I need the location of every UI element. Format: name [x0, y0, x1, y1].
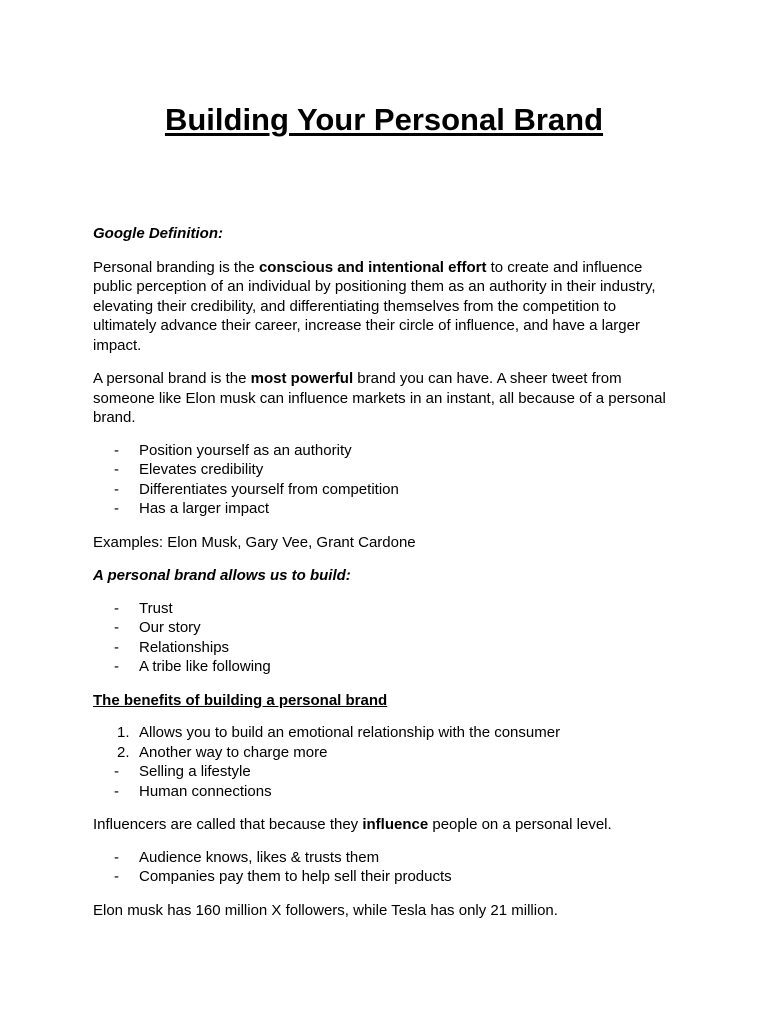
- list-item-text: Audience knows, likes & trusts them: [139, 848, 380, 866]
- list-marker: -: [114, 868, 119, 885]
- list-item-text: Selling a lifestyle: [139, 763, 251, 780]
- list-item: [93, 499, 683, 519]
- powerful-brand-paragraph: [93, 369, 683, 428]
- list-marker: -: [114, 638, 119, 656]
- list-item: [93, 743, 683, 763]
- authority-list: [93, 441, 683, 519]
- build-list: [93, 599, 683, 677]
- list-marker: -: [114, 500, 119, 517]
- list-item-text: Relationships: [139, 638, 230, 656]
- list-item: [93, 657, 683, 677]
- list-marker: -: [114, 441, 119, 459]
- list-item-text: Elevates credibility: [139, 461, 264, 478]
- list-item-text: Companies pay them to help sell their products: [139, 868, 452, 885]
- followers-paragraph: Elon musk has 160 million X followers, while Tesla has only 21 million.: [93, 901, 558, 919]
- definition-bold-phrase: conscious and intentional effort: [258, 258, 487, 276]
- list-marker: -: [114, 782, 119, 800]
- list-item-text: Position yourself as an authority: [139, 441, 352, 459]
- list-item: [93, 782, 683, 802]
- influencers-paragraph: [93, 815, 683, 835]
- examples-paragraph: Examples: Elon Musk, Gary Vee, Grant Cardone: [93, 533, 416, 551]
- list-marker: -: [114, 848, 119, 866]
- list-marker: -: [114, 658, 119, 675]
- benefits-list: [93, 723, 683, 801]
- list-item-text: A tribe like following: [139, 658, 271, 675]
- definition-text-start: Personal branding is the: [93, 258, 259, 276]
- definition-text-end: to create and influence public perception of an individual by positioning them as an authority in their industry, elevating their credibility, and differentiating themselves from the competition to ultimately advance their career, increase their circle of influence, and have a larger impact.: [93, 258, 656, 354]
- list-item: [93, 723, 683, 743]
- document-body: [93, 224, 683, 920]
- list-item: [93, 867, 683, 887]
- list-item-text: Differentiates yourself from competition: [139, 480, 399, 498]
- powerful-bold-phrase: most powerful: [250, 370, 354, 387]
- build-heading: A personal brand allows us to build:: [93, 567, 351, 584]
- list-marker: -: [114, 599, 119, 617]
- list-marker: -: [114, 461, 119, 478]
- list-item: [93, 460, 683, 480]
- list-item: [93, 638, 683, 658]
- list-item: [93, 441, 683, 461]
- influencers-bold-word: influence: [362, 816, 429, 833]
- list-item-text: Trust: [139, 599, 173, 617]
- list-item-text: Human connections: [139, 782, 272, 800]
- list-item: [93, 480, 683, 500]
- list-item-text: Allows you to build an emotional relationship with the consumer: [139, 724, 561, 741]
- benefits-heading: The benefits of building a personal brand: [93, 691, 388, 709]
- list-item-text: Has a larger impact: [139, 500, 270, 517]
- list-item: [93, 599, 683, 619]
- list-item-text: Another way to charge more: [139, 743, 328, 761]
- page-title: Building Your Personal Brand: [164, 102, 604, 137]
- influencers-text-end: people on a personal level.: [428, 816, 612, 833]
- list-marker: 1.: [117, 724, 130, 741]
- list-marker: -: [114, 619, 119, 636]
- powerful-text-end: brand you can have. A sheer tweet from someone like Elon musk can influence markets in an instant, all because of a personal brand.: [93, 370, 666, 426]
- list-marker: -: [114, 480, 119, 498]
- influencer-list: [93, 848, 683, 887]
- definition-paragraph: [93, 258, 683, 356]
- list-marker: 2.: [117, 743, 130, 761]
- list-item: [93, 848, 683, 868]
- list-item: [93, 762, 683, 782]
- google-definition-heading: Google Definition:: [93, 225, 223, 242]
- list-marker: -: [114, 763, 119, 780]
- list-item: [93, 618, 683, 638]
- powerful-text-start: A personal brand is the: [93, 370, 251, 387]
- influencers-text-start: Influencers are called that because they: [93, 816, 363, 833]
- list-item-text: Our story: [139, 619, 201, 636]
